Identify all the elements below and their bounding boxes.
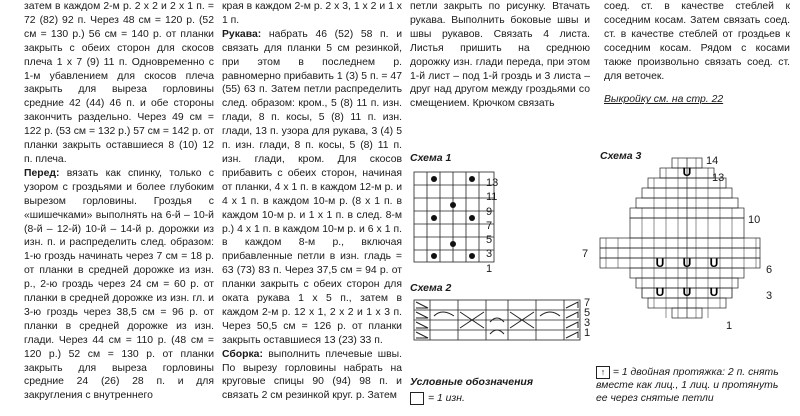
paragraph: края в каждом 2-м р. 2 х 3, 1 х 2 и 1 х 1 п. (222, 1, 402, 26)
schema-3-row-7: 7 (582, 248, 589, 260)
section-heading: Рукава: (222, 28, 262, 40)
row-number: 3 (584, 317, 591, 329)
row-number: 7 (486, 219, 493, 232)
text-column-1 (24, 0, 214, 403)
paragraph-text: вязать как спинку, только с узором с гроздьями и более глубоким вырезом горловины. Гроздья с «шишечками» выполнять на 6-й – 10-й (8-й – 12-й) 10-й – 14-й р. дорожки из изн. п. и распределить след. образом: 1-ю гроздь начинать через 7 см = 18 р. от планки в средней дорожке из изн. р., 2-ю гроздь через 24 см = 60 р. от планки в средней дорожке из изн. гл. и 3-ю гроздь через 38,5 см = 96 р. от планки в средней дорожке из изн. глади. Через 44 см = 110 р. (48 см = 120 р.) 52 см = 130 р. от планки закрыть для выреза горловины средние 24 (26) 28 п. и для закругления с внутреннего (24, 167, 214, 402)
svg-text:U: U (682, 165, 692, 179)
text-column-2 (222, 0, 402, 403)
svg-text:U: U (682, 285, 692, 299)
schema-3-row-13: 13 (712, 172, 725, 184)
schema-1-row-numbers (486, 176, 498, 276)
svg-text:U: U (709, 285, 719, 299)
section-heading: Перед: (24, 167, 60, 179)
row-number: 5 (486, 234, 493, 247)
empty-square-icon (410, 392, 424, 405)
text-column-3 (410, 0, 590, 111)
paragraph (24, 167, 214, 403)
schema-1-title: Схема 1 (410, 152, 452, 164)
paragraph: затем в каждом 2-м р. 2 х 2 и 2 х 1 п. = 72 (82) 92 п. Через 48 см = 120 р. (52 см = 130 р.) 56 см = 140 р. от планки закрыть с обеих сторон для скосов плеча 1 х 7 (9) 11 п. Одновременно с 1-м убавлением для скосов плеча закрыть для выреза горловины средние 42 (44) 46 п. и обе стороны закончить раздельно. Через 49 см = 122 р. (53 см = 132 р.) 57 см = 142 р. от планки закрыть оставшиеся 8 (10) 12 п. плеча. (24, 1, 214, 165)
row-number: 13 (486, 177, 499, 189)
paragraph: петли закрыть по рисунку. Втачать рукава. Выполнить боковые швы и швы рукавов. Связать 4 листа. Листья пришить на среднюю дорожку изн. глади переда, при этом 1-й лист – под 1-й гроздь и 3 листа – друг над другом между гроздьями со смещением. Крючком связать (410, 1, 590, 110)
row-number: 5 (584, 307, 591, 319)
schema-3-row-10: 10 (748, 214, 761, 226)
legend-title: Условные обозначения (410, 376, 534, 388)
schema-3-row-14: 14 (706, 155, 719, 167)
paragraph: соед. ст. в качестве стеблей к соседним косам. Затем связать соед. ст. в качестве стеблей от гроздьев к соседним косам. Рядом с косами также произвольно связать соед. ст. для веточек. (604, 1, 790, 82)
schema-3-title: Схема 3 (600, 150, 642, 162)
paragraph (222, 28, 402, 348)
row-number: 1 (584, 327, 591, 339)
pattern-reference-link: Выкройку см. на стр. 22 (604, 94, 724, 106)
section-heading: Сборка: (222, 348, 263, 360)
schema-3-row-3: 3 (766, 290, 773, 302)
text-column-4 (604, 0, 790, 107)
schema-2-diagram (410, 296, 590, 344)
svg-text:U: U (655, 285, 665, 299)
arrow-up-icon: ↑ (596, 366, 610, 379)
row-number: 3 (486, 248, 493, 261)
schema-2-row-numbers (584, 298, 590, 338)
schema-2-title: Схема 2 (410, 282, 452, 294)
paragraph-text: набрать 46 (52) 58 п. и связать для планки 5 см резинкой, при этом в последнем р. равномерно прибавить 1 (3) 5 п. = 47 (55) 63 п. Затем петли распределить след. образом: кром., 5 (8) 11 п. изн. глади, 8 п. косы, 5 (8) 11 п. изн. глади, 13 п. узора для рукава, 3 (4) 5 п. изн. глади, 8 п. косы, 5 (8) 11 п. изн. глади, кром. Для скосов прибавить с обеих сторон, начиная от планки, 4 х 1 п. в каждом 12-м р. и 4 х 1 п. в каждом 10-м р. (8 х 1 п. в каждом 10-м р. и 1 х 1 п. в след. 8-м р.) 4 х 1 п. в каждом 10-м р. и 6 х 1 п. в каждом 8-м р., включая прибавленные петли в изн. гладь = 63 (73) 83 п. Через 37,5 см = 94 р. от планки закрыть с обеих сторон для окатa рукава 1 х 5 п., затем в каждом 2-м р. 12 х 1, 2 х 2 и 1 х 3 п. Через 50,5 см = 126 р. от планки закрыть оставшиеся 13 (23) 33 п. (222, 28, 402, 346)
legend-item (410, 392, 465, 405)
legend-item-double-decrease (596, 366, 790, 405)
legend-text: = 1 двойная протяжка: 2 п. снять вместе как лиц., 1 лиц. и протянуть ее через снятые петли (596, 367, 779, 404)
paragraph-text: выполнить плечевые швы. По вырезу горловины набрать на круговые спицы 90 (94) 98 п. и связать 2 см резинкой круг. р. Затем (222, 348, 402, 402)
schema-3-row-1: 1 (726, 320, 733, 332)
row-number: 11 (486, 191, 498, 204)
svg-text:U: U (682, 256, 692, 270)
schema-3-diagram (596, 156, 786, 328)
row-number: 7 (584, 297, 591, 309)
row-number: 9 (486, 205, 493, 218)
svg-text:U: U (655, 256, 665, 270)
row-number: 1 (486, 262, 493, 275)
legend-text: = 1 изн. (428, 393, 465, 404)
svg-text:U: U (709, 256, 719, 270)
schema-3-row-6: 6 (766, 264, 773, 276)
paragraph (222, 348, 402, 404)
